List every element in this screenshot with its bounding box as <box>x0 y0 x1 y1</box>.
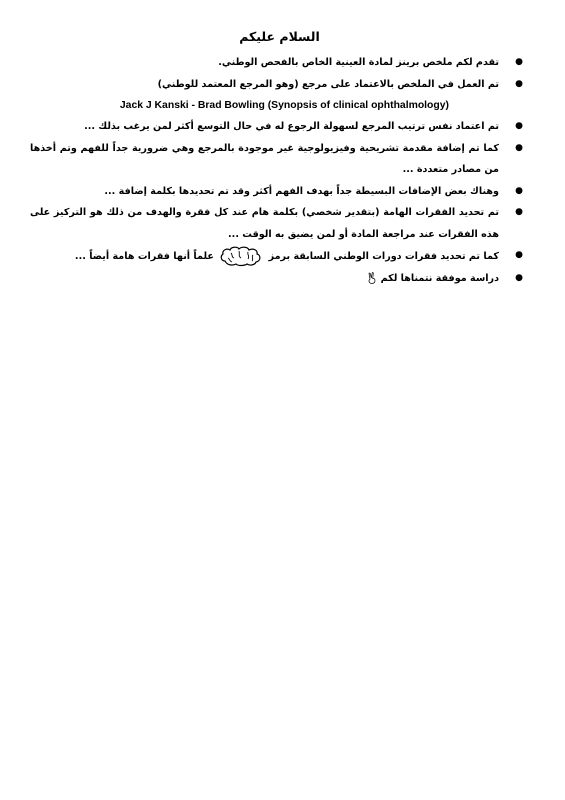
list-item <box>30 116 529 138</box>
notes-list <box>30 52 529 289</box>
bullet-icon: ● <box>515 57 523 67</box>
item-text: كما تم إضافة مقدمة تشريحية وفيزيولوجية غير موجودة بالمرجع وهي ضرورية جداً للفهم وتم أخذها من مصادر متعددة ... <box>30 142 499 175</box>
bullet-icon: ● <box>515 142 523 153</box>
bullet-icon: ● <box>515 250 523 260</box>
bullet-icon: ● <box>515 121 523 131</box>
list-item <box>30 268 529 290</box>
item-text: تقدم لكم ملخص برينز لمادة العينية الخاص بالفحص الوطني. <box>218 57 499 68</box>
bullet-icon: ● <box>515 185 523 196</box>
list-item <box>30 74 529 117</box>
item-text: تم تحديد الفقرات الهامة (بتقدير شخصي) بكلمة هام عند كل فقرة والهدف من ذلك هو التركيز على هذه الفقرات عند مراجعة المادة أو لمن يضيق به الوقت ... <box>30 207 499 240</box>
item-text: وهناك بعض الإضافات البسيطة جداً بهدف الفهم أكثر وقد تم تحديدها بكلمة إضافة ... <box>104 185 499 197</box>
list-item <box>30 202 529 245</box>
list-item <box>30 52 529 74</box>
item-text-after: علماً أنها فقرات هامة أيضاً ... <box>74 251 214 262</box>
item-text-before: كما تم تحديد فقرات دورات الوطني السابقة برمز <box>268 251 499 262</box>
reference-citation: Jack J Kanski - Brad Bowling (Synopsis of clinical ophthalmology) <box>119 100 449 111</box>
item-text: تم العمل في الملخص بالاعتماد على مرجع (وهو المرجع المعتمد للوطني) <box>157 78 499 90</box>
list-item <box>30 181 529 203</box>
victory-hand-icon <box>367 272 377 284</box>
page-title: السلام عليكم <box>239 29 320 44</box>
item-text: تم اعتماد نفس ترتيب المرجع لسهولة الرجوع له في حال التوسع أكثر لمن يرغب بذلك ... <box>84 121 499 132</box>
list-item <box>30 138 529 181</box>
bullet-icon: ● <box>515 272 523 283</box>
item-text: دراسة موفقة نتمناها لكم <box>380 272 499 284</box>
bullet-icon: ● <box>515 78 523 89</box>
list-item <box>30 245 529 268</box>
bullet-icon: ● <box>515 207 523 217</box>
brain-icon <box>219 245 263 267</box>
